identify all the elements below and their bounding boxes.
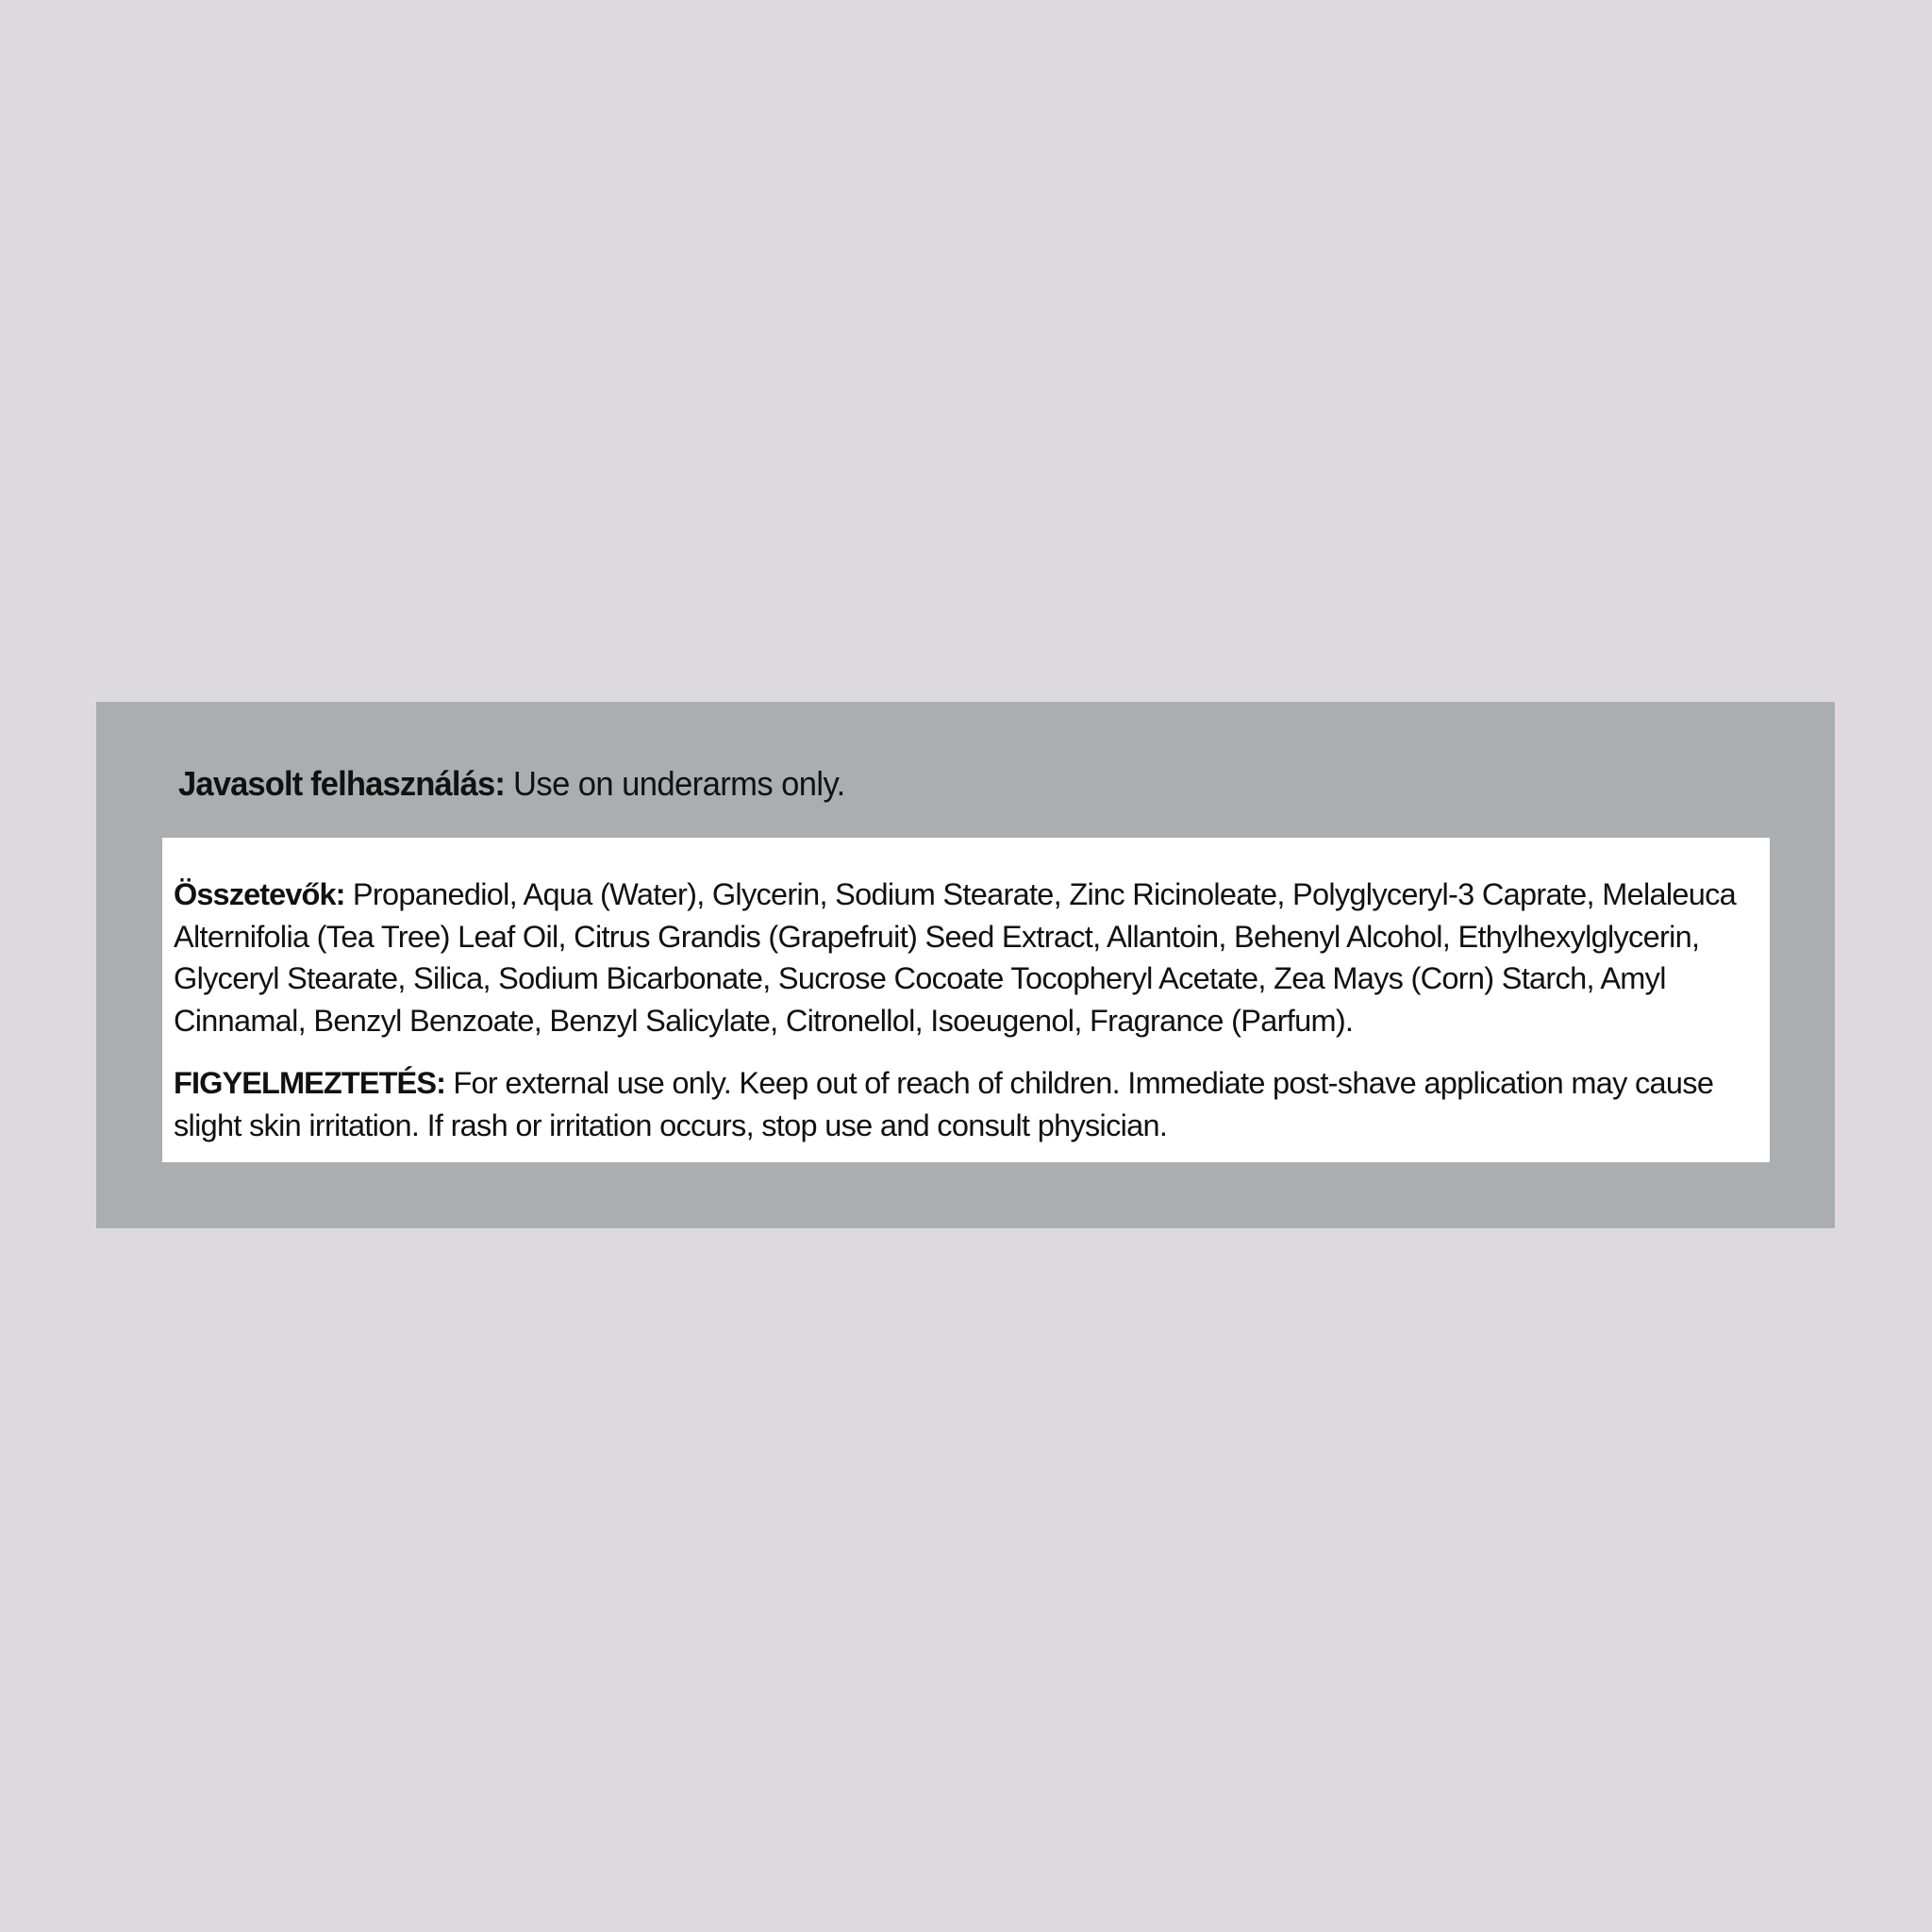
ingredients-text: Propanediol, Aqua (Water), Glycerin, Sodium Stearate, Zinc Ricinoleate, Polyglyceryl-3 Caprate, Melaleuca Alternifolia (Tea Tree) Leaf Oil, Citrus Grandis (Grapefruit) Seed Extract, Allantoin, Behenyl Alcohol, Ethylhexylglycerin, Glyceryl Stearate, Silica, Sodium Bicarbonate, Sucrose Cocoate Tocopheryl Acetate, Zea Mays (Corn) Starch, Amyl Cinnamal, Benzyl Benzoate, Benzyl Salicylate, Citronellol, Isoeugenol, Fragrance (Parfum).: [174, 877, 1737, 1038]
suggested-use-heading: Javasolt felhasználás:: [178, 764, 505, 803]
ingredients-heading: Összetevők:: [174, 877, 345, 911]
suggested-use-text: Use on underarms only.: [504, 764, 845, 803]
ingredients-paragraph: [174, 874, 1760, 1041]
suggested-use-line: [178, 763, 845, 805]
warning-paragraph: [174, 1062, 1760, 1146]
label-panel: [96, 702, 1835, 1228]
info-box: [162, 838, 1770, 1162]
warning-heading: FIGYELMEZTETÉS:: [174, 1066, 446, 1100]
warning-text: For external use only. Keep out of reach of children. Immediate post-shave application may cause slight skin irritation. If rash or irritation occurs, stop use and consult physician.: [174, 1066, 1714, 1142]
